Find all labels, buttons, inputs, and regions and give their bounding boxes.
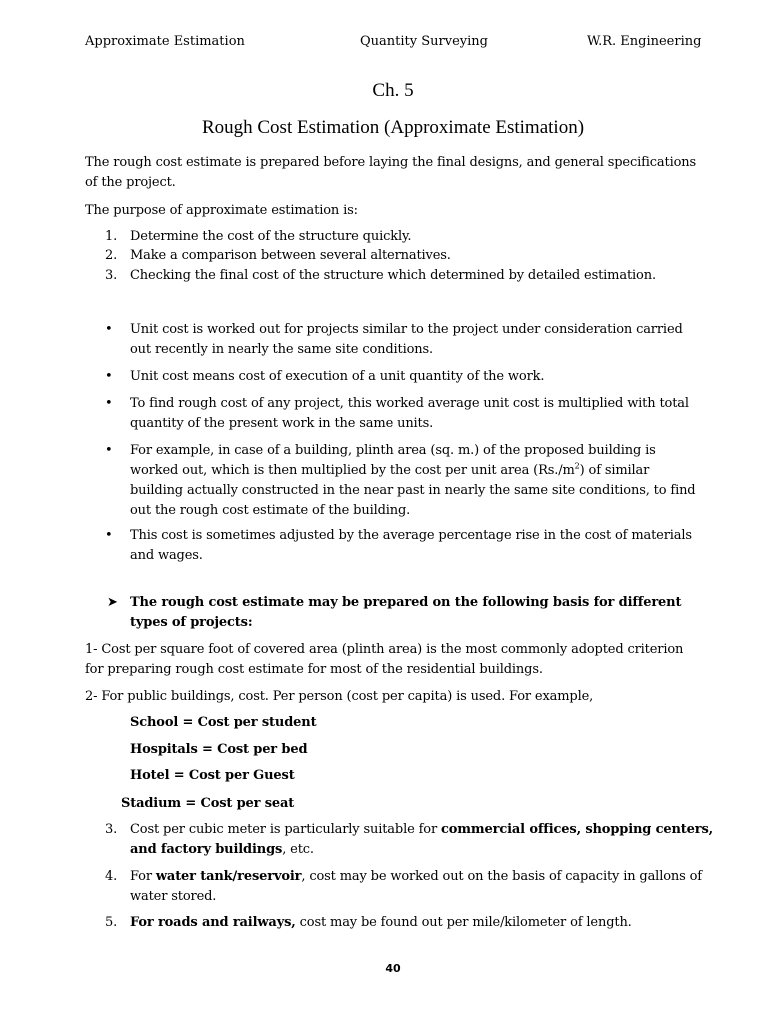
header-left: Approximate Estimation xyxy=(85,34,245,49)
header-center: Quantity Surveying xyxy=(360,34,488,49)
basis-item-number: 4. xyxy=(105,869,118,884)
arrow-icon: ➤ xyxy=(107,595,118,610)
basis-text-part: , cost may be worked out on the basis of capacity in gallons of water stored. xyxy=(130,869,702,904)
purpose-item-text: Make a comparison between several alternatives. xyxy=(130,248,451,263)
bullet-icon: • xyxy=(105,396,113,411)
purpose-item-text: Checking the final cost of the structure which determined by detailed estimation. xyxy=(130,268,656,283)
bullet-icon: • xyxy=(105,322,113,337)
bullet-text-part: For example, in case of a building, plinth area (sq. m.) of the proposed building is worked out, which is then multiplied by the cost per unit area (Rs./m xyxy=(130,443,656,478)
bullet-icon: • xyxy=(105,528,113,543)
bullet-text: Unit cost is worked out for projects similar to the project under consideration carried out recently in nearly the same site conditions. xyxy=(130,322,683,357)
example-line: Hospitals = Cost per bed xyxy=(130,742,308,757)
page-header xyxy=(0,33,768,53)
basis-text-part: cost may be found out per mile/kilometer of length. xyxy=(295,915,632,930)
intro-paragraph: The rough cost estimate is prepared before laying the final designs, and general specifications of the project. xyxy=(85,155,696,190)
chapter-heading: Ch. 5 xyxy=(372,80,414,101)
purpose-item-number: 3. xyxy=(105,268,118,283)
example-line: Hotel = Cost per Guest xyxy=(130,768,295,783)
purpose-item-number: 2. xyxy=(105,248,118,263)
example-line: Stadium = Cost per seat xyxy=(121,796,295,811)
basis-2-paragraph: 2- For public buildings, cost. Per person (cost per capita) is used. For example, xyxy=(85,689,594,704)
bullet-icon: • xyxy=(105,443,113,458)
basis-item-text xyxy=(130,820,720,860)
basis-text-bold: water tank/reservoir xyxy=(155,869,302,884)
page-title: Rough Cost Estimation (Approximate Estimation) xyxy=(201,117,585,138)
basis-text-bold: commercial offices, shopping centers, and factory buildings xyxy=(130,822,714,857)
arrow-heading-text: The rough cost estimate may be prepared on the following basis for different types of projects: xyxy=(130,595,682,630)
purpose-heading: The purpose of approximate estimation is: xyxy=(85,203,358,218)
basis-item-text xyxy=(130,913,720,933)
basis-item-number: 5. xyxy=(105,915,118,930)
basis-text-bold: For roads and railways, xyxy=(130,915,296,930)
basis-1-paragraph: 1- Cost per square foot of covered area (plinth area) is the most commonly adopted criterion for preparing rough cost estimate for most of the residential buildings. xyxy=(85,642,684,677)
page-number: 40 xyxy=(385,962,401,975)
bullet-text: This cost is sometimes adjusted by the average percentage rise in the cost of materials and wages. xyxy=(130,528,692,563)
bullet-text-part: ) of similar building actually constructed in the near past in nearly the same site conditions, to find out the rough cost estimate of the building. xyxy=(130,463,696,518)
bullet-text: To find rough cost of any project, this worked average unit cost is multiplied with total quantity of the present work in the same units. xyxy=(130,396,689,431)
purpose-item-text: Determine the cost of the structure quickly. xyxy=(130,229,412,244)
superscript: 2 xyxy=(574,461,580,471)
basis-text-part: , etc. xyxy=(282,842,314,857)
purpose-item-number: 1. xyxy=(105,229,118,244)
basis-item-number: 3. xyxy=(105,822,118,837)
header-right: W.R. Engineering xyxy=(587,34,702,49)
bullet-text xyxy=(130,441,705,521)
bullet-icon: • xyxy=(105,369,113,384)
basis-item-text xyxy=(130,867,720,907)
example-line: School = Cost per student xyxy=(130,715,317,730)
basis-text-part: For xyxy=(130,869,156,884)
bullet-text: Unit cost means cost of execution of a unit quantity of the work. xyxy=(130,369,545,384)
basis-text-part: Cost per cubic meter is particularly suitable for xyxy=(130,822,442,837)
